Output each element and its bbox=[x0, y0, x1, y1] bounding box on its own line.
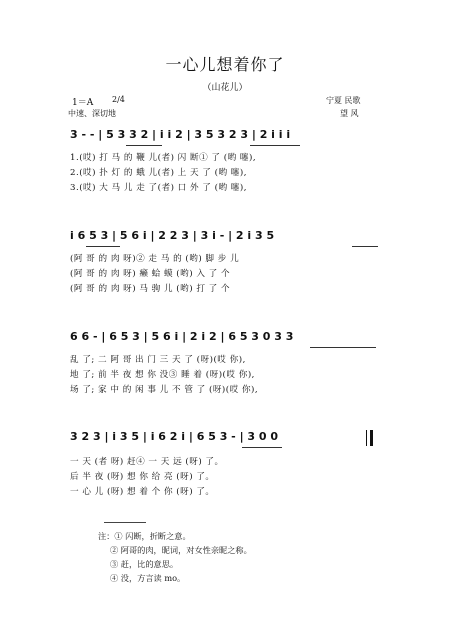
notation-line-4: 3 2 3 | i 3 5 | i 6 2 i | 6 5 3 - | 3 0 0 bbox=[70, 430, 279, 443]
key-signature: 1＝A bbox=[72, 98, 94, 108]
song-subtitle: （山花儿） bbox=[202, 83, 248, 93]
footnote-1: 注：① 闪断，折断之意。 bbox=[98, 531, 191, 541]
lyric-verse-1: (阿 哥 的 肉 呀)② 走 马 的 (哟) 脚 步 儿 bbox=[70, 254, 240, 264]
lyric-verse-2: 后 半 夜 (呀) 想 你 给 亮 (呀) 了。 bbox=[70, 472, 215, 482]
song-origin: 宁夏 民歌 bbox=[326, 96, 361, 105]
lyric-verse-3: 场 了; 家 中 的 闲 事 儿 不 管 了 (呀)(哎 你), bbox=[70, 385, 259, 395]
lyric-verse-3: (阿 哥 的 肉 呀) 马 驹 儿 (哟) 打 了 个 bbox=[70, 284, 231, 294]
time-signature: 2/4 bbox=[112, 95, 125, 104]
footnote-2: ② 阿哥的肉，昵词，对女性亲昵之称。 bbox=[110, 545, 252, 555]
beam-line bbox=[352, 246, 378, 247]
notation-line-1: 3 - - | 5 3 3 2 | i i 2 | 3 5 3 2 3 | 2 i i i bbox=[70, 128, 291, 141]
tempo-marking: 中速、深切地 bbox=[68, 109, 116, 118]
final-barline-thick bbox=[370, 430, 373, 446]
beam-line bbox=[242, 447, 282, 448]
lyric-verse-2: 2.(哎) 扑 灯 的 蛾 儿(者) 上 天 了 (哟 噻), bbox=[70, 168, 247, 178]
lyric-verse-1: 乱 了; 二 阿 哥 出 门 三 天 了 (呀)(哎 你), bbox=[70, 355, 246, 365]
beam-line bbox=[310, 347, 376, 348]
lyric-verse-2: 地 了; 前 半 夜 想 你 没③ 睡 着 (呀)(哎 你), bbox=[70, 370, 255, 380]
footnote-separator bbox=[104, 522, 146, 523]
lyric-verse-2: (阿 哥 的 肉 呀) 癞 蛤 蟆 (哟) 入 了 个 bbox=[70, 269, 231, 279]
lyric-verse-3: 一 心 儿 (呀) 想 着 个 你 (呀) 了。 bbox=[70, 487, 215, 497]
footnote-4: ④ 没，方言读 mo。 bbox=[110, 573, 186, 583]
lyric-verse-1: 1.(哎) 打 马 的 鞭 儿(者) 闪 断① 了 (哟 噻), bbox=[70, 153, 257, 163]
song-collector: 望 风 bbox=[340, 109, 359, 118]
footnote-3: ③ 赶，比的意思。 bbox=[110, 559, 179, 569]
lyric-verse-3: 3.(哎) 大 马 儿 走 了(者) 口 外 了 (哟 噻), bbox=[70, 183, 247, 193]
beam-line bbox=[250, 145, 300, 146]
lyric-verse-1: 一 天 (者 呀) 赶④ 一 天 远 (呀) 了。 bbox=[70, 457, 224, 467]
notation-line-2: i 6 5 3 | 5 6 i | 2 2 3 | 3 i - | 2 i 3 5 bbox=[70, 229, 275, 242]
beam-line bbox=[86, 246, 120, 247]
notation-line-3: 6 6 - | 6 5 3 | 5 6 i | 2 i 2 | 6 5 3 0 3 3 bbox=[70, 330, 294, 343]
song-title: 一心儿想着你了 bbox=[165, 55, 285, 74]
final-barline-thin bbox=[366, 430, 367, 446]
beam-line bbox=[126, 145, 162, 146]
